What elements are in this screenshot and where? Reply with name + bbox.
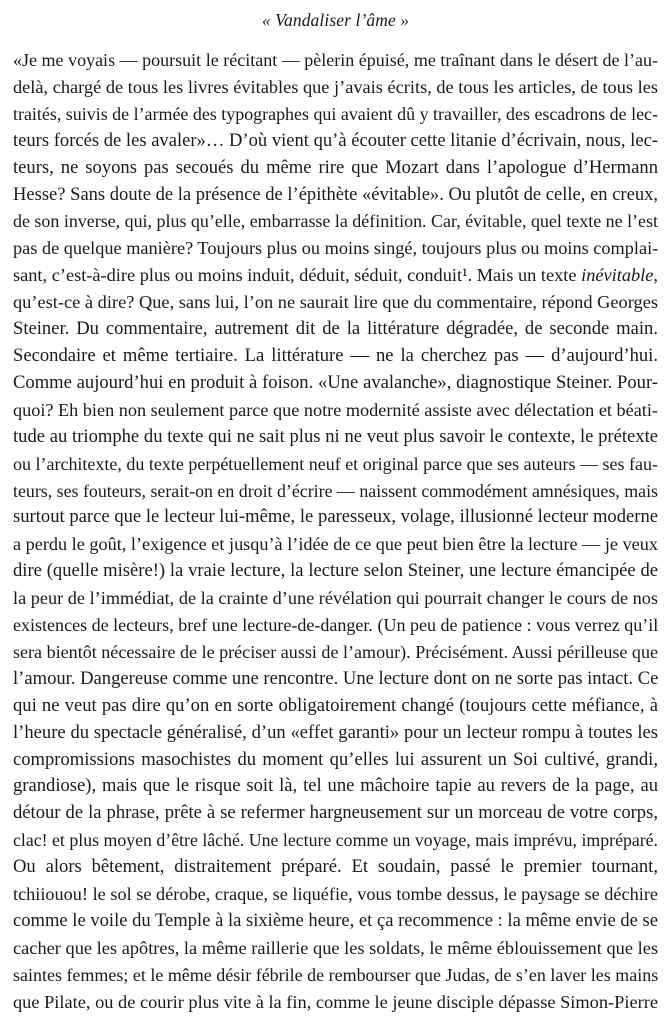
text-line: l’heure du spectacle généralisé, d’un «effet garanti» pour un lecteur rompu à toutes les bbox=[13, 721, 658, 743]
text-line: a perdu le goût, l’exigence et jusqu’à l’idée de ce que peut bien être la lecture — je veux bbox=[13, 534, 658, 555]
text-line: détour de la phrase, prête à se refermer hargneusement sur un morceau de votre corps, bbox=[13, 802, 658, 824]
text-line: dire (quelle misère!) la vraie lecture, la lecture selon Steiner, une lecture émancipée de bbox=[13, 560, 658, 582]
text-line: sant, c’est-à-dire plus ou moins induit, déduit, séduit, conduit¹. Mais un texte inévitable, bbox=[13, 265, 658, 286]
text-line: qui ne veut pas dire qu’on en sorte obligatoirement changé (toujours cette méfiance, à bbox=[13, 694, 658, 716]
text-line: traités, suivis de l’armée des typographes qui avaient dû y travailler, des escadrons de lec- bbox=[13, 103, 658, 124]
text-line: saintes femmes; et le même désir fébrile de rembourser que Judas, de s’en laver les mains bbox=[13, 964, 659, 985]
running-title: « Vandaliser l’âme » bbox=[261, 10, 410, 30]
text-line: grandiose), mais que le risque soit là, tel une mâchoire tapie au revers de la page, au bbox=[13, 775, 658, 797]
text-line: teurs forcés de les avaler»… D’où vient qu’à écouter cette litanie d’écrivain, nous, lec- bbox=[13, 129, 658, 151]
text-line: teurs, ne soyons pas secoués du même rire que Mozart dans l’apologue d’Hermann bbox=[13, 156, 658, 178]
text-line: la peur de l’immédiat, de la crainte d’une révélation qui pourrait changer le cours de nos bbox=[13, 588, 658, 609]
text-line: pas de quelque manière? Toujours plus ou moins singé, toujours plus ou moins complai- bbox=[13, 238, 659, 259]
text-line: comme le voile du Temple à la sixième heure, et ça recommence : la même envie de se bbox=[13, 910, 658, 931]
text-line: tude au triomphe du texte qui ne sait plus ni ne veut plus savoir le contexte, le prétexte bbox=[13, 425, 658, 447]
text-line: ou l’architexte, du texte perpétuellement neuf et original parce que ses auteurs — ses fau- bbox=[13, 453, 658, 474]
text-line: Ou alors bêtement, distraitement préparé. Et soudain, passé le premier tournant, bbox=[13, 856, 658, 878]
text-line: sera bientôt nécessaire de le préciser aussi de l’amour). Précisément. Aussi périlleuse que bbox=[13, 641, 659, 662]
text-line: teurs, ses fouteurs, serait-on en droit d’écrire — naissent commodément amnésiques, mais bbox=[13, 480, 658, 501]
text-line: tchiiouou! le sol se dérobe, craque, se liquéfie, vous tombe dessus, le paysage se déchire bbox=[13, 884, 658, 905]
body-paragraph bbox=[13, 47, 658, 1016]
text-line: surtout parce que le lecteur lui-même, le paresseux, volage, illusionné lecteur moderne bbox=[13, 506, 658, 528]
text-line: compromissions masochistes du moment qu’elles lui assurent un Soi cultivé, grandi, bbox=[13, 748, 658, 770]
text-line: cacher que les apôtres, la même raillerie que les soldats, le même éblouissement que les bbox=[13, 937, 658, 958]
text-line: existences de lecteurs, bref une lecture-de-danger. (Un peu de patience : vous verrez qu’il bbox=[13, 615, 659, 636]
text-line: «Je me voyais — poursuit le récitant — pèlerin épuisé, me traînant dans le désert de l’au- bbox=[13, 50, 658, 70]
text-line: qu’est-ce à dire? Que, sans lui, l’on ne saurait lire que du commentaire, répond Georges bbox=[13, 292, 658, 313]
text-line: l’amour. Dangereuse comme une rencontre. Une lecture dont on ne sorte pas intact. Ce bbox=[13, 667, 659, 689]
text-line: clac! et plus moyen d’être lâché. Une lecture comme un voyage, mais imprévu, impréparé. bbox=[13, 830, 658, 851]
text-line: delà, chargé de tous les livres évitables que j’avais écrits, de tous les articles, de tous les bbox=[13, 76, 658, 97]
text-line: Steiner. Du commentaire, autrement dit de la littérature dégradée, de seconde main. bbox=[13, 318, 658, 340]
text-line: Secondaire et même tertiaire. La littérature — ne la cherchez pas — d’aujourd’hui. bbox=[13, 344, 658, 366]
text-line: de son inverse, qui, plus qu’elle, embarrasse la définition. Car, évitable, quel texte ne l’est bbox=[13, 211, 658, 232]
text-line: que Pilate, ou de courir plus vite à la fin, comme le jeune disciple dépasse Simon-Pierre bbox=[13, 991, 658, 1012]
text-line: Comme aujourd’hui en produit à foison. «Une avalanche», diagnostique Steiner. Pour- bbox=[13, 371, 658, 393]
text-line: Hesse? Sans doute de la présence de l’épithète «évitable». Ou plutôt de celle, en creux, bbox=[13, 183, 658, 205]
text-line: quoi? Eh bien non seulement parce que notre modernité assiste avec délectation et béati- bbox=[13, 399, 658, 420]
